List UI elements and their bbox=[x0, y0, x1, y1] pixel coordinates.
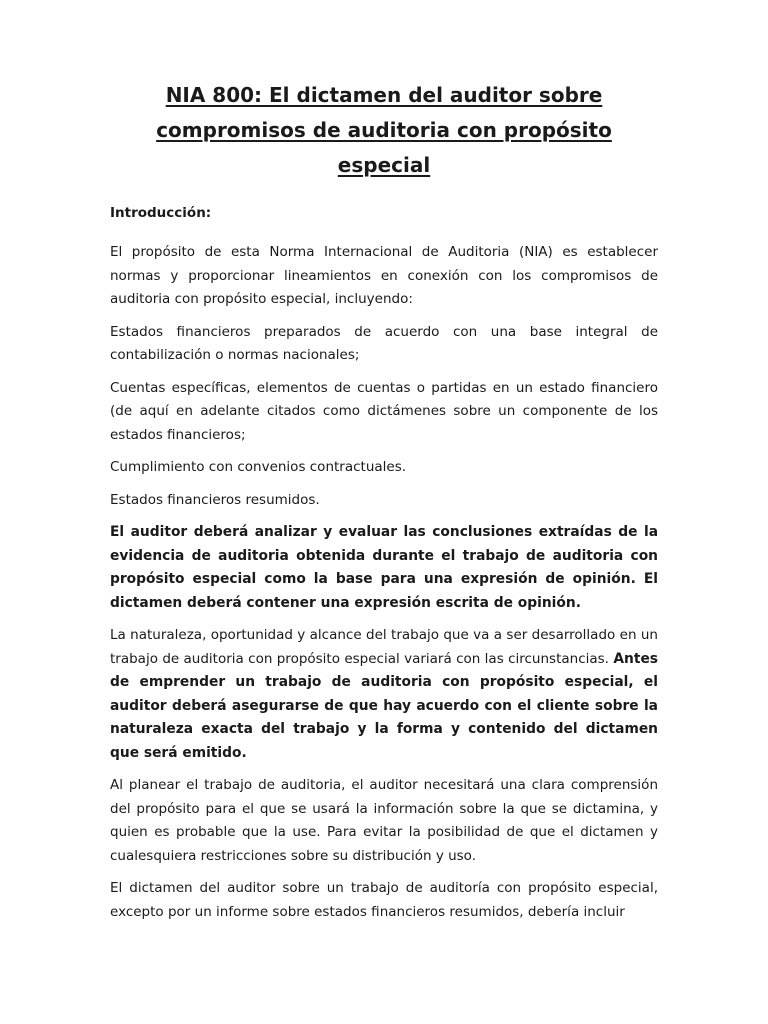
section-heading: Introducción: bbox=[110, 205, 212, 221]
paragraph-planning: Al planear el trabajo de auditoria, el auditor necesitará una clara comprensión del propósito para el que se usará la información sobre la que se dictamina, y quien es probable que la use. Para evitar la posibilidad de que el dictamen y cualesquiera restricciones sobre su distribución y uso. bbox=[110, 777, 658, 864]
paragraph-auditor-evaluation: El auditor deberá analizar y evaluar las conclusiones extraídas de la evidencia de auditoria obtenida durante el trabajo de auditoria con propósito especial como la base para una expresión de opinión. El dictamen deberá contener una expresión escrita de opinión. bbox=[110, 524, 658, 611]
paragraph-item-summarized-statements: Estados financieros resumidos. bbox=[110, 491, 320, 508]
paragraph-nature-scope-text: La naturaleza, oportunidad y alcance del trabajo que va a ser desarrollado en un trabajo de auditoria con propósito especial variará con las circunstancias. bbox=[110, 627, 658, 667]
document-title bbox=[110, 78, 658, 183]
paragraph-nature-scope bbox=[110, 624, 658, 765]
title-line-3: especial bbox=[337, 153, 431, 177]
paragraph-item-compliance: Cumplimiento con convenios contractuales. bbox=[110, 459, 407, 475]
paragraph-purpose: El propósito de esta Norma Internacional de Auditoria (NIA) es establecer normas y proporcionar lineamientos en conexión con los compromisos de auditoria con propósito especial, incluyendo: bbox=[110, 244, 658, 307]
paragraph-item-specific-accounts: Cuentas específicas, elementos de cuentas o partidas en un estado financiero (de aquí en adelante citados como dictámenes sobre un componente de los estados financieros; bbox=[110, 379, 658, 443]
title-line-2: compromisos de auditoria con propósito bbox=[156, 118, 612, 142]
paragraph-nature-scope-bold: Antes de emprender un trabajo de auditoria con propósito especial, el auditor deberá asegurarse de que hay acuerdo con el cliente sobre la naturaleza exacta del trabajo y la forma y contenido del dictamen que será emitido. bbox=[110, 650, 659, 761]
document-page bbox=[110, 78, 658, 933]
paragraph-report-content: El dictamen del auditor sobre un trabajo de auditoría con propósito especial, excepto por un informe sobre estados financieros resumidos, debería incluir bbox=[110, 880, 658, 920]
paragraph-item-financial-statements: Estados financieros preparados de acuerdo con una base integral de contabilización o normas nacionales; bbox=[110, 323, 658, 363]
title-line-1: NIA 800: El dictamen del auditor sobre bbox=[165, 83, 603, 107]
